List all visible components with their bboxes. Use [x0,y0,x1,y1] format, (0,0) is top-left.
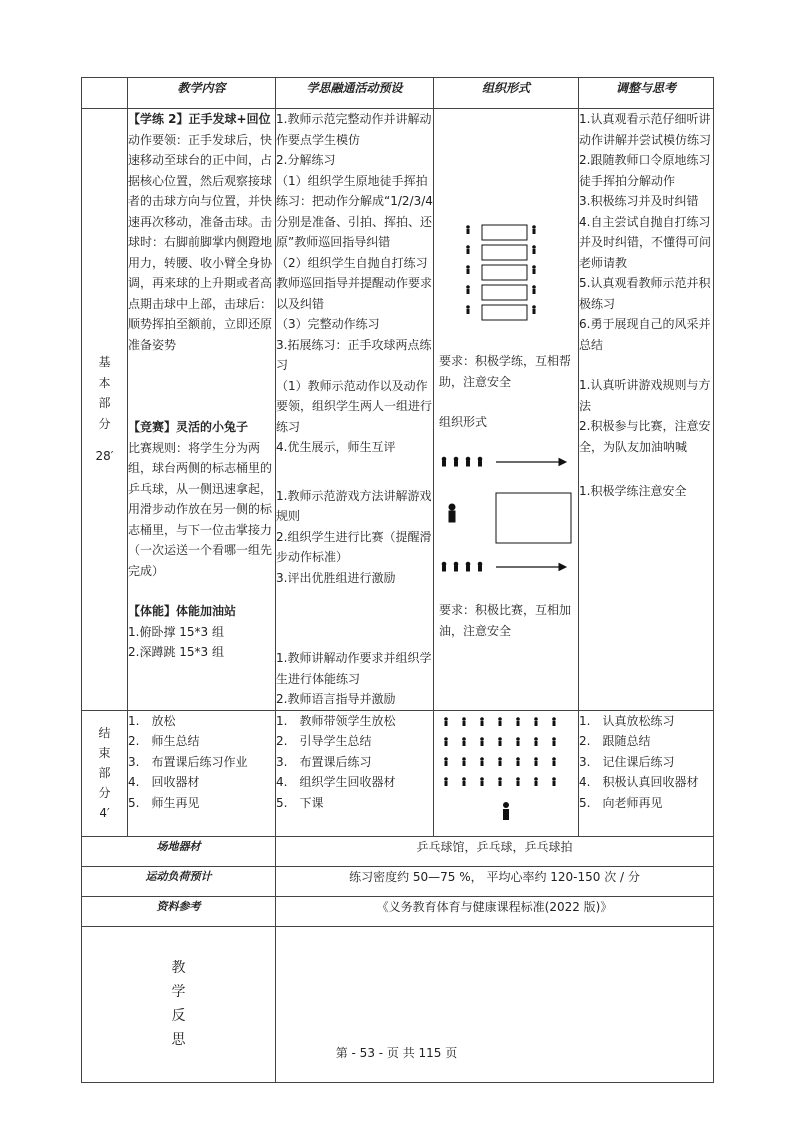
student-icon [462,777,466,786]
teacher-icon [449,504,455,522]
ping-pong-table [482,225,527,240]
venue-row [82,836,714,866]
student-icon [444,777,448,786]
end-activity-line: 5. 下课 [276,795,324,810]
student-icon [480,737,484,746]
student-icon [552,757,556,766]
end-section-label: 结 束 部 分 4′ [82,710,128,836]
ping-pong-table [482,245,527,260]
basic-section-label: 基 本 部 分 28′ [82,109,128,711]
end-content-line: 4. 回收器材 [128,775,200,789]
end-content-line: 3. 布置课后练习作业 [128,754,248,769]
student-icon [516,757,520,766]
student-icon [516,717,520,726]
reflection-line: 4.自主尝试自抛自打练习并及时纠错，不懂得可问老师请教 [579,214,712,270]
basic-activities-cell [276,109,434,711]
end-activities-cell [276,710,434,836]
student-icon [442,457,446,466]
end-organization-cell [434,710,579,836]
reference-label: 资料参考 [82,896,276,926]
student-icon [552,717,556,726]
reflection-line: 1.认真观看示范仔细听讲动作讲解并尝试模仿练习 [579,112,712,147]
reflection-line: 6.勇于展现自己的风采并总结 [579,317,711,352]
game-area-box [496,493,571,543]
student-icon [466,562,470,571]
student-icon [498,757,502,766]
student-icon [466,457,470,466]
ping-pong-table [482,305,527,320]
basic-section-row [82,109,714,711]
end-reflection-line: 2. 跟随总结 [579,734,651,748]
end-activity-line: 4. 组织学生回收器材 [276,775,396,789]
student-icon [442,562,446,571]
game-formation [442,457,571,571]
student-icon [466,225,470,234]
student-icon [534,737,538,746]
end-reflection-line: 1. 认真放松练习 [579,713,675,728]
reference-value: 《义务教育体育与健康课程标准(2022 版)》 [276,896,714,926]
end-activity-line: 3. 布置课后练习 [276,754,372,769]
header-row [82,78,714,109]
end-section-time: 4′ [99,806,110,820]
ping-pong-table [482,265,527,280]
teacher-icon [503,802,509,820]
student-icon [444,717,448,726]
page-footer: 第 - 53 - 页 共 115 页 [335,1046,458,1060]
reflection-line: 2.跟随教师口令原地练习徒手挥拍分解动作 [579,153,711,188]
student-icon [466,285,470,294]
org-note-1: 要求：积极学练，互相帮助，注意安全 [439,354,572,389]
student-icon [478,562,482,571]
game-title: 【竞赛】灵活的小兔子 [128,420,249,434]
drill-formation [466,225,536,320]
student-icon [532,285,536,294]
student-icon [480,777,484,786]
end-content-line: 2. 师生总结 [128,734,200,748]
student-icon [516,737,520,746]
end-activity-line: 1. 教师带领学生放松 [276,713,396,728]
activity-line: 2.分解练习 [276,153,336,167]
student-icon [534,717,538,726]
load-value: 练习密度约 50—75 %， 平均心率约 120-150 次 / 分 [276,866,714,896]
reflection-line: 1.积极学练注意安全 [579,484,687,498]
fitness-item-1: 1.俯卧撑 15*3 组 [128,624,224,639]
student-icon [462,757,466,766]
ping-pong-table [482,285,527,300]
end-activity-line: 2. 引导学生总结 [276,734,372,748]
activity-line: （3）完整动作练习 [276,317,380,331]
basic-reflection-cell [579,109,714,711]
student-icon [532,265,536,274]
end-content-cell [128,710,276,836]
student-icon [462,717,466,726]
end-content-line: 5. 师生再见 [128,795,200,810]
activity-line: 1.教师示范完整动作并讲解动作要点学生模仿 [276,112,432,147]
student-icon [466,265,470,274]
activity-line: 1.教师示范游戏方法讲解游戏规则 [276,488,432,523]
end-reflection-line: 3. 记住课后练习 [579,754,675,769]
student-icon [552,777,556,786]
end-reflection-line: 4. 积极认真回收器材 [579,775,699,789]
header-adjustment: 调整与思考 [579,78,714,109]
org-note-3: 要求：积极比赛，互相加油，注意安全 [439,603,572,638]
student-icon [498,737,502,746]
student-icon [534,757,538,766]
student-icon [516,777,520,786]
load-row [82,866,714,896]
arrow-head [559,564,566,571]
basic-content-cell [128,109,276,711]
fitness-title: 【体能】体能加油站 [128,604,237,618]
student-icon [532,305,536,314]
load-label: 运动负荷预计 [82,866,276,896]
basic-organization-cell [434,109,579,711]
student-icon [462,737,466,746]
reference-row [82,896,714,926]
student-icon [534,777,538,786]
student-icon [498,777,502,786]
end-formation-diagram [434,711,579,837]
activity-line: （1）教师示范动作以及动作要领，组织学生两人一组进行练习 [276,378,433,434]
activity-line: 1.教师讲解动作要求并组织学生进行体能练习 [276,651,432,686]
student-icon [454,457,458,466]
header-empty [82,78,128,109]
end-reflection-line: 5. 向老师再见 [579,795,663,810]
arrow-head [559,459,566,466]
reflection-line: 5.认真观看教师示范并积极练习 [579,276,711,311]
student-icon [480,717,484,726]
end-reflection-cell [579,710,714,836]
student-icon [552,737,556,746]
student-icon [466,245,470,254]
student-icon [466,305,470,314]
reflection-line: 2.积极参与比赛，注意安全，为队友加油呐喊 [579,419,711,454]
basic-section-time: 28′ [95,449,114,463]
header-organization: 组织形式 [434,78,579,109]
venue-value: 乒乓球馆，乒乓球，乒乓球拍 [276,836,714,866]
org-note-2: 组织形式 [439,415,488,429]
reflection-line: 1.认真听讲游戏规则与方法 [579,378,711,413]
activity-line: （1）组织学生原地徒手挥拍练习：把动作分解成“1/2/3/4 分别是准备、引拍、挥拍、还原”教师巡回指导纠错 [276,173,433,249]
header-content: 教学内容 [128,78,276,109]
student-icon [444,737,448,746]
activity-line: 2.组织学生进行比赛（提醒滑步动作标准） [276,529,432,564]
lesson-plan-table [81,77,714,1083]
activity-line: 3.评出优胜组进行激励 [276,570,396,585]
header-activities: 学思融通活动预设 [276,78,434,109]
fitness-item-2: 2.深蹲跳 15*3 组 [128,645,224,659]
venue-label: 场地器材 [82,836,276,866]
student-icon [454,562,458,571]
student-icon [498,717,502,726]
student-icon [444,757,448,766]
end-content-line: 1. 放松 [128,713,176,728]
activity-line: 4.优生展示，师生互评 [276,440,396,454]
drill-title: 【学练 2】正手发球+回位 [128,112,271,126]
student-icon [532,245,536,254]
reflection-line: 3.积极练习并及时纠错 [579,194,699,208]
student-icon [478,457,482,466]
game-rules: 比赛规则：将学生分为两组，球台两侧的标志桶里的乒乓球，从一侧迅速拿起，用滑步动作放在另一侧的标志桶里，与下一位击掌接力（一次运送一个看哪一组先完成） [128,440,273,578]
drill-description: 动作要领：正手发球后，快速移动至球台的正中间，占据核心位置，然后观察接球者的击球方向与位置，并快速再次移动，准备击球。击球时：右脚前脚掌内侧蹬地用力，转腰、收小臂全身协调，再来球的上升期或者高点期击球中上部，击球后：顺势挥拍至额前，立即还原准备姿势 [128,132,273,352]
student-icon [480,757,484,766]
teaching-reflection-label: 教 学 反 思 [82,926,276,1082]
end-section-row [82,710,714,836]
student-icon [532,225,536,234]
activity-line: 3.拓展练习：正手攻球两点练习 [276,337,432,372]
activity-line: 2.教师语言指导并激励 [276,692,396,706]
activity-line: （2）组织学生自抛自打练习教师巡回指导并提醒动作要求以及纠错 [276,255,433,311]
